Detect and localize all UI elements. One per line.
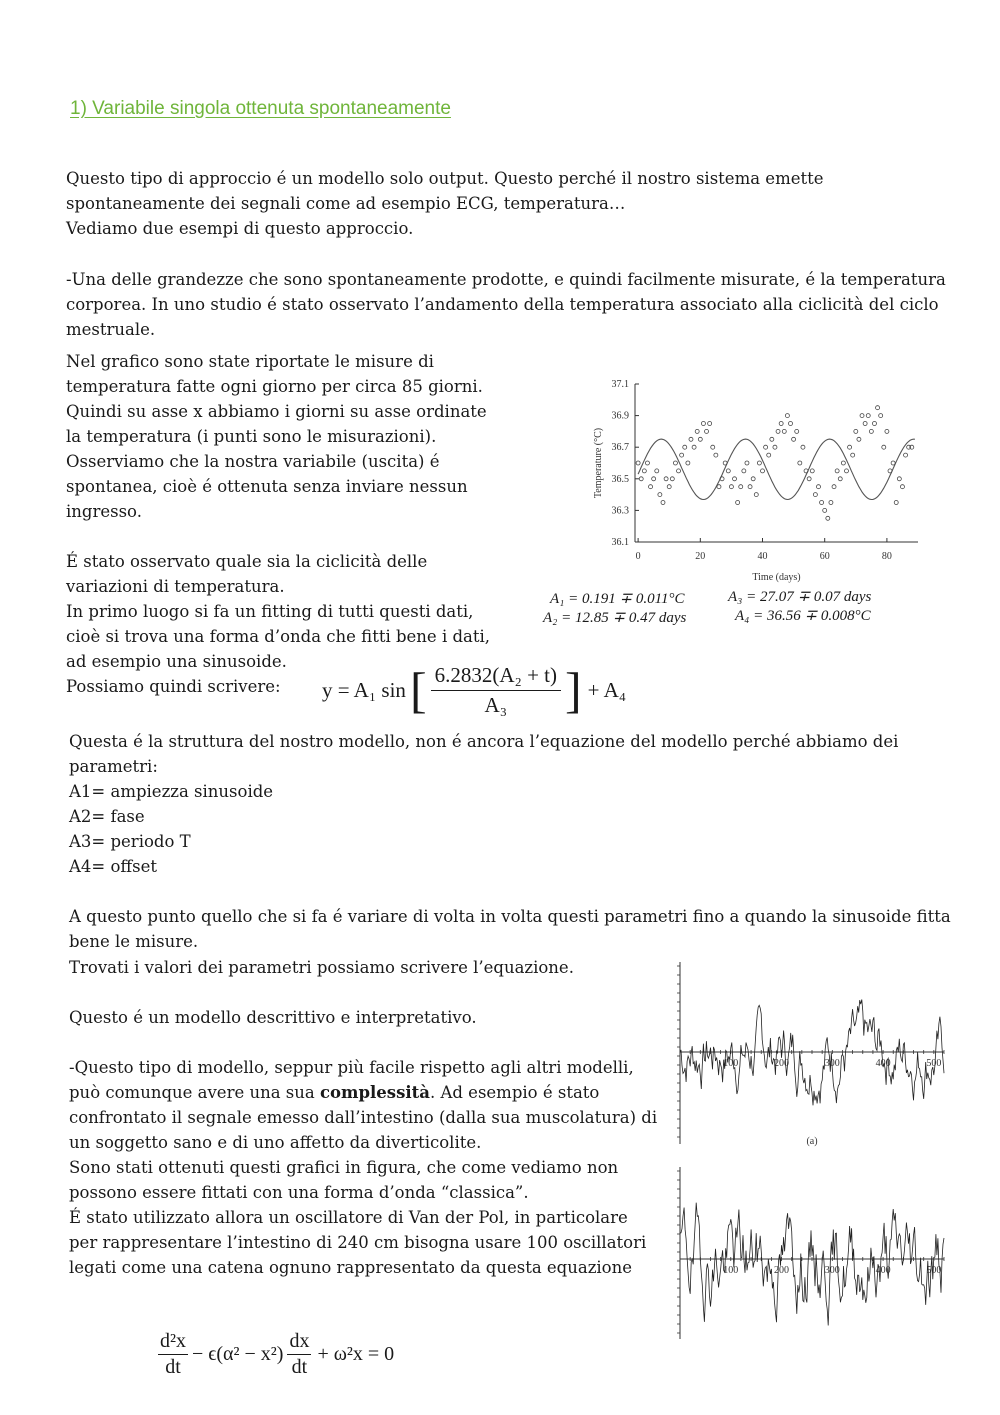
data-point [829, 501, 833, 505]
temperature-chart [585, 372, 930, 587]
data-point [866, 414, 870, 418]
data-point [664, 477, 668, 481]
data-point [792, 437, 796, 441]
y-tick-label: 36.5 [611, 473, 629, 485]
intro-paragraph [66, 166, 824, 241]
text-line: confrontato il segnale emesso dall’intestino (dalla sua muscolatura) di [69, 1108, 658, 1127]
data-point [879, 414, 883, 418]
data-point [698, 437, 702, 441]
y-tick-label: 37.1 [611, 379, 629, 390]
left-column-text [66, 349, 490, 699]
data-point [667, 485, 671, 489]
data-point [661, 501, 665, 505]
y-tick-label: 36.3 [611, 505, 629, 517]
data-point [891, 461, 895, 465]
data-point [639, 477, 643, 481]
data-point [820, 501, 824, 505]
x-tick-label: 0 [635, 551, 641, 562]
model-paragraph [69, 729, 951, 954]
text-line: ingresso. [66, 502, 142, 521]
data-point [785, 414, 789, 418]
data-point [810, 469, 814, 473]
data-point [670, 477, 674, 481]
equation-lhs: y = A₁ sin [322, 677, 406, 702]
data-point [863, 422, 867, 426]
data-point [869, 429, 873, 433]
text-line [69, 980, 657, 1005]
y-tick-label: 36.9 [611, 410, 629, 422]
data-point [848, 445, 852, 449]
data-point [729, 485, 733, 489]
diverticulitis-signal-chart [672, 1163, 952, 1343]
equation-end: + ω²x = 0 [317, 1343, 395, 1365]
healthy-signal-chart [672, 958, 952, 1148]
data-point [717, 485, 721, 489]
data-point [649, 485, 653, 489]
text-line: Sono stati ottenuti questi grafici in figura, che come vediamo non [69, 1158, 619, 1177]
data-point [736, 501, 740, 505]
data-point [748, 485, 752, 489]
y-tick-label: 36.1 [611, 537, 629, 548]
data-point [761, 469, 765, 473]
descriptive-paragraph [69, 955, 657, 1280]
data-point [680, 453, 684, 457]
data-point [745, 461, 749, 465]
data-point [801, 445, 805, 449]
x-tick-label: 400 [875, 1058, 891, 1069]
denominator: dt [165, 1356, 181, 1378]
data-point [645, 461, 649, 465]
x-tick-label: 100 [723, 1265, 739, 1276]
x-tick-label: 300 [824, 1058, 840, 1069]
data-point [695, 429, 699, 433]
text-fragment: . Ad esempio é stato [429, 1083, 600, 1102]
data-point [798, 461, 802, 465]
data-point [844, 469, 848, 473]
text-line: A4= offset [69, 857, 158, 876]
text-line: A2= fase [69, 807, 145, 826]
data-point [872, 422, 876, 426]
data-point [686, 461, 690, 465]
data-point [739, 485, 743, 489]
data-point [826, 516, 830, 520]
left-bracket: [ [409, 662, 427, 718]
text-line [69, 1030, 657, 1055]
data-point [779, 422, 783, 426]
data-point [894, 501, 898, 505]
text-line: -Questo tipo di modello, seppur più facile rispetto agli altri modelli, [69, 1058, 634, 1077]
data-point [851, 453, 855, 457]
fraction [431, 663, 561, 718]
data-point [714, 453, 718, 457]
text-line [69, 1080, 657, 1105]
data-point [795, 429, 799, 433]
data-point [711, 445, 715, 449]
y-tick-label: 36.7 [611, 442, 629, 454]
data-point [751, 477, 755, 481]
text-line: -Una delle grandezze che sono spontaneamente prodotte, e quindi facilmente misurate, é la temperatura [66, 270, 946, 289]
data-point [683, 445, 687, 449]
data-point [770, 437, 774, 441]
text-line: corporea. In uno studio é stato osservato l’andamento della temperatura associato alla ciclicità del ciclo [66, 295, 939, 314]
equation-middle: − ϵ(α² − x²) [192, 1343, 284, 1365]
text-line: Questo é un modello descrittivo e interpretativo. [69, 1008, 477, 1027]
data-point [838, 477, 842, 481]
data-point [816, 485, 820, 489]
data-point [860, 414, 864, 418]
data-point [776, 429, 780, 433]
x-tick-label: 500 [926, 1058, 942, 1069]
param-a4: A₄ = 36.56 ∓ 0.008°C [735, 608, 871, 624]
x-tick-label: 40 [757, 551, 768, 562]
van-der-pol-equation [158, 1330, 394, 1379]
text-line: la temperatura (i punti sono le misurazioni). [66, 427, 437, 446]
denominator: A₃ [484, 692, 508, 717]
data-point [773, 445, 777, 449]
data-point [767, 453, 771, 457]
data-point [642, 469, 646, 473]
data-point [857, 437, 861, 441]
text-line: per rappresentare l’intestino di 240 cm bisogna usare 100 oscillatori [69, 1233, 647, 1252]
text-fragment: può comunque avere una sua [69, 1083, 320, 1102]
text-line: A1= ampiezza sinusoide [69, 782, 274, 801]
right-bracket: ] [565, 662, 582, 718]
data-point [807, 477, 811, 481]
data-point [882, 445, 886, 449]
chart-label: (a) [806, 1136, 818, 1147]
signal-trace [680, 1203, 944, 1326]
data-point [733, 477, 737, 481]
data-point [904, 453, 908, 457]
data-point [832, 485, 836, 489]
data-point [723, 461, 727, 465]
text-line: spontanea, cioè é ottenuta senza inviare nessun [66, 477, 468, 496]
x-tick-label: 200 [774, 1058, 790, 1069]
section-heading: 1) Variabile singola ottenuta spontaneamente [70, 98, 451, 119]
data-point [888, 469, 892, 473]
text-line: Possiamo quindi scrivere: [66, 677, 281, 696]
x-axis-label: Time (days) [752, 572, 801, 583]
text-line: possono essere fittati con una forma d’onda “classica”. [69, 1183, 529, 1202]
param-a3: A₃ = 27.07 ∓ 0.07 days [728, 589, 872, 605]
bold-term: complessità [319, 1083, 430, 1102]
x-tick-label: 80 [881, 551, 892, 562]
denominator: dt [291, 1356, 308, 1378]
text-line: Nel grafico sono state riportate le misure di [66, 352, 434, 371]
data-point [835, 469, 839, 473]
text-line [69, 879, 951, 904]
data-point [764, 445, 768, 449]
x-tick-label: 500 [926, 1265, 942, 1276]
data-point [788, 422, 792, 426]
text-line: ad esempio una sinusoide. [66, 652, 287, 671]
data-point [652, 477, 656, 481]
text-line: bene le misure. [69, 932, 199, 951]
fraction [287, 1330, 311, 1379]
data-point [636, 461, 640, 465]
text-line: cioè si trova una forma d’onda che fitti bene i dati, [66, 627, 491, 646]
data-point [885, 429, 889, 433]
fraction [158, 1330, 188, 1379]
y-axis-label: Temperature (°C) [593, 427, 604, 499]
data-point [705, 429, 709, 433]
text-line: variazioni di temperatura. [66, 577, 285, 596]
sinusoid-equation [322, 660, 626, 720]
data-point [726, 469, 730, 473]
numerator: d²x [158, 1330, 188, 1355]
text-line: temperatura fatte ogni giorno per circa 85 giorni. [66, 377, 483, 396]
x-tick-label: 200 [774, 1265, 790, 1276]
text-line: spontaneamente dei segnali come ad esempio ECG, temperatura… [66, 194, 626, 213]
text-line: Questo tipo di approccio é un modello solo output. Questo perché il nostro sistema emette [66, 169, 824, 188]
text-line: Quindi su asse x abbiamo i giorni su asse ordinate [66, 402, 487, 421]
text-line: un soggetto sano e di uno affetto da diverticolite. [69, 1133, 482, 1152]
text-line [66, 524, 490, 549]
data-point [876, 406, 880, 410]
text-line: Trovati i valori dei parametri possiamo scrivere l’equazione. [69, 958, 574, 977]
data-point [689, 437, 693, 441]
data-point [754, 493, 758, 497]
text-line: A questo punto quello che si fa é variare di volta in volta questi parametri fino a quando la sinusoide fitta [69, 907, 951, 926]
data-point [782, 429, 786, 433]
x-tick-label: 100 [723, 1058, 739, 1069]
data-point [854, 429, 858, 433]
text-line: parametri: [69, 757, 158, 776]
x-tick-label: 20 [695, 551, 706, 562]
text-line: Osserviamo che la nostra variabile (uscita) é [66, 452, 440, 471]
text-line: É stato utilizzato allora un oscillatore di Van der Pol, in particolare [69, 1208, 628, 1227]
data-point [655, 469, 659, 473]
data-point [897, 477, 901, 481]
text-line: A3= periodo T [69, 832, 191, 851]
x-tick-label: 300 [824, 1265, 840, 1276]
data-point [673, 461, 677, 465]
data-point [742, 469, 746, 473]
data-point [823, 508, 827, 512]
text-line: legati come una catena ognuno rappresentato da questa equazione [69, 1258, 632, 1277]
numerator: dx [287, 1330, 311, 1355]
data-point [692, 445, 696, 449]
param-a1: A₁ = 0.191 ∓ 0.011°C [550, 591, 685, 607]
text-line: É stato osservato quale sia la ciclicità delle [66, 552, 428, 571]
x-tick-label: 400 [875, 1265, 891, 1276]
text-line: Vediamo due esempi di questo approccio. [66, 219, 414, 238]
text-line: Questa é la struttura del nostro modello, non é ancora l’equazione del modello perché abbiamo dei [69, 732, 899, 751]
data-point [757, 461, 761, 465]
data-point [813, 493, 817, 497]
param-a2: A₂ = 12.85 ∓ 0.47 days [543, 610, 687, 626]
temperature-intro-paragraph [66, 267, 946, 342]
data-point [841, 461, 845, 465]
data-point [658, 493, 662, 497]
data-point [677, 469, 681, 473]
text-line: mestruale. [66, 320, 156, 339]
x-tick-label: 60 [819, 551, 830, 562]
text-line: In primo luogo si fa un fitting di tutti questi dati, [66, 602, 474, 621]
data-point [708, 422, 712, 426]
data-point [900, 485, 904, 489]
equation-rhs: + A₄ [587, 677, 627, 702]
data-point [701, 422, 705, 426]
numerator: 6.2832(A₂ + t) [431, 663, 561, 691]
